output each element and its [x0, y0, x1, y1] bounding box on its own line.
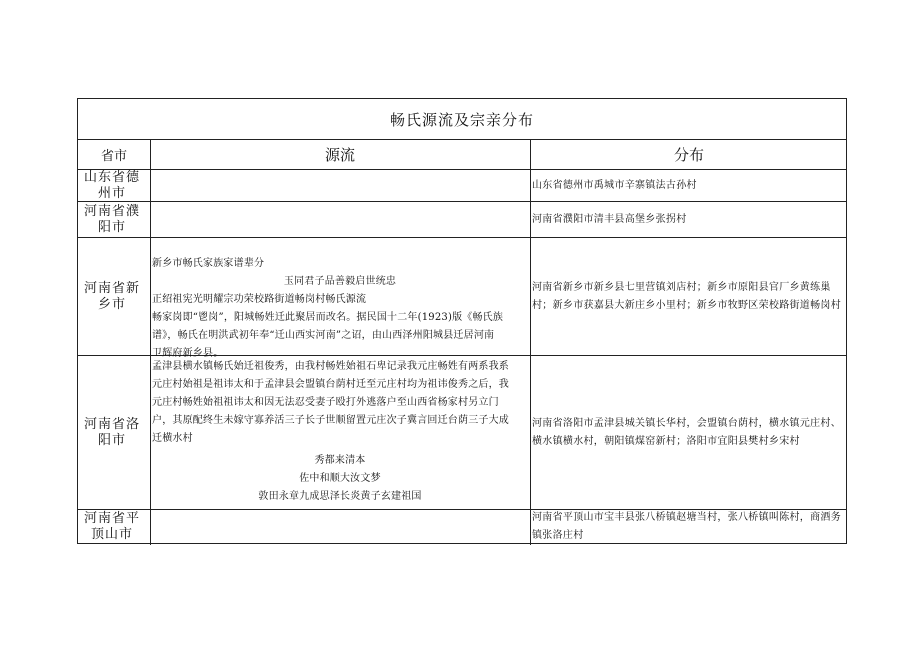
lineage-table — [77, 98, 847, 544]
distribution-cell: 河南省平顶山市宝丰县张八桥镇赵塘当村，张八桥镇叫陈村，商酒务镇张洛庄村 — [532, 512, 841, 541]
province-label: 河南省平顶山市 — [83, 511, 140, 542]
table-title: 畅氏源流及宗亲分布 — [389, 110, 534, 129]
source-line: 孟津县横水镇畅氏始迁祖俊秀，由我村畅姓始祖石卑记录我元庄畅姓有两系我系 — [152, 361, 509, 372]
province-label: 河南省濮阳市 — [83, 203, 140, 235]
province-cell — [80, 510, 150, 544]
header-distribution: 分布 — [673, 145, 704, 164]
source-line: 元庄村畅姓始祖祖讳太和因无法忍受妻子殴打外逃落户至山西省杨家村另立门 — [152, 397, 499, 408]
province-cell — [80, 238, 150, 355]
source-cell — [150, 255, 530, 363]
province-label: 河南省新乡市 — [83, 280, 140, 312]
province-label: 山东省德州市 — [83, 169, 140, 201]
generation-poem-line: 佐中和顺大汝文梦 — [299, 473, 381, 484]
source-line: 户，其原配终生未嫁守寡养活三子长子世顺留置元庄次子冀言回迁台荫三子大成 — [152, 415, 509, 426]
header-province: 省市 — [100, 148, 127, 164]
header-source: 源流 — [324, 145, 355, 164]
generation-poem-line: 玉同君子品善毅启世统忠 — [283, 276, 397, 287]
generation-poem-line: 秀都来清本 — [314, 455, 366, 466]
distribution-cell: 河南省新乡市新乡县七里营镇刘店村；新乡市原阳县官厂乡黄练巢村；新乡市获嘉县大新庄乡小里村；新乡市牧野区荣校路街道畅岗村 — [532, 281, 841, 311]
source-line: 正绍祖宪光明耀宗功荣校路街道畅岗村畅氏源流 — [152, 294, 367, 305]
province-cell — [80, 356, 150, 509]
source-line: 新乡市畅氏家族家谱辈分 — [152, 258, 265, 269]
province-cell — [80, 202, 150, 237]
source-line: 谱》，畅氏在明洪武初年奉“迁山西实河南”之诏，由山西泽州阳城县迁居河南 — [152, 330, 495, 341]
generation-poem-line: 敦田永章九成思泽长炎黄子玄建祖国 — [258, 491, 422, 502]
distribution-cell: 山东省德州市禹城市辛寨镇法古孙村 — [532, 179, 697, 191]
source-line: 畅家岗即“鬯岗”，阳城畅姓迁此聚居而改名。据民国十二年(1923)版《畅氏族 — [152, 312, 504, 323]
source-line: 迁横水村 — [152, 433, 193, 444]
distribution-cell: 河南省洛阳市孟津县城关镇长华村，会盟镇台荫村，横水镇元庄村、横水镇横水村，朝阳镇煤窑新村；洛阳市宜阳县樊村乡宋村 — [532, 417, 841, 447]
source-cell — [150, 358, 530, 506]
source-line: 卫辉府新乡县。 — [152, 348, 224, 359]
source-line: 元庄村始祖是祖讳太和于孟津县会盟镇台荫村迁至元庄村均为祖讳俊秀之后，我 — [152, 379, 509, 390]
distribution-cell: 河南省濮阳市清丰县高堡乡张拐村 — [532, 213, 687, 225]
province-cell — [80, 170, 150, 201]
province-label: 河南省洛阳市 — [83, 416, 140, 448]
